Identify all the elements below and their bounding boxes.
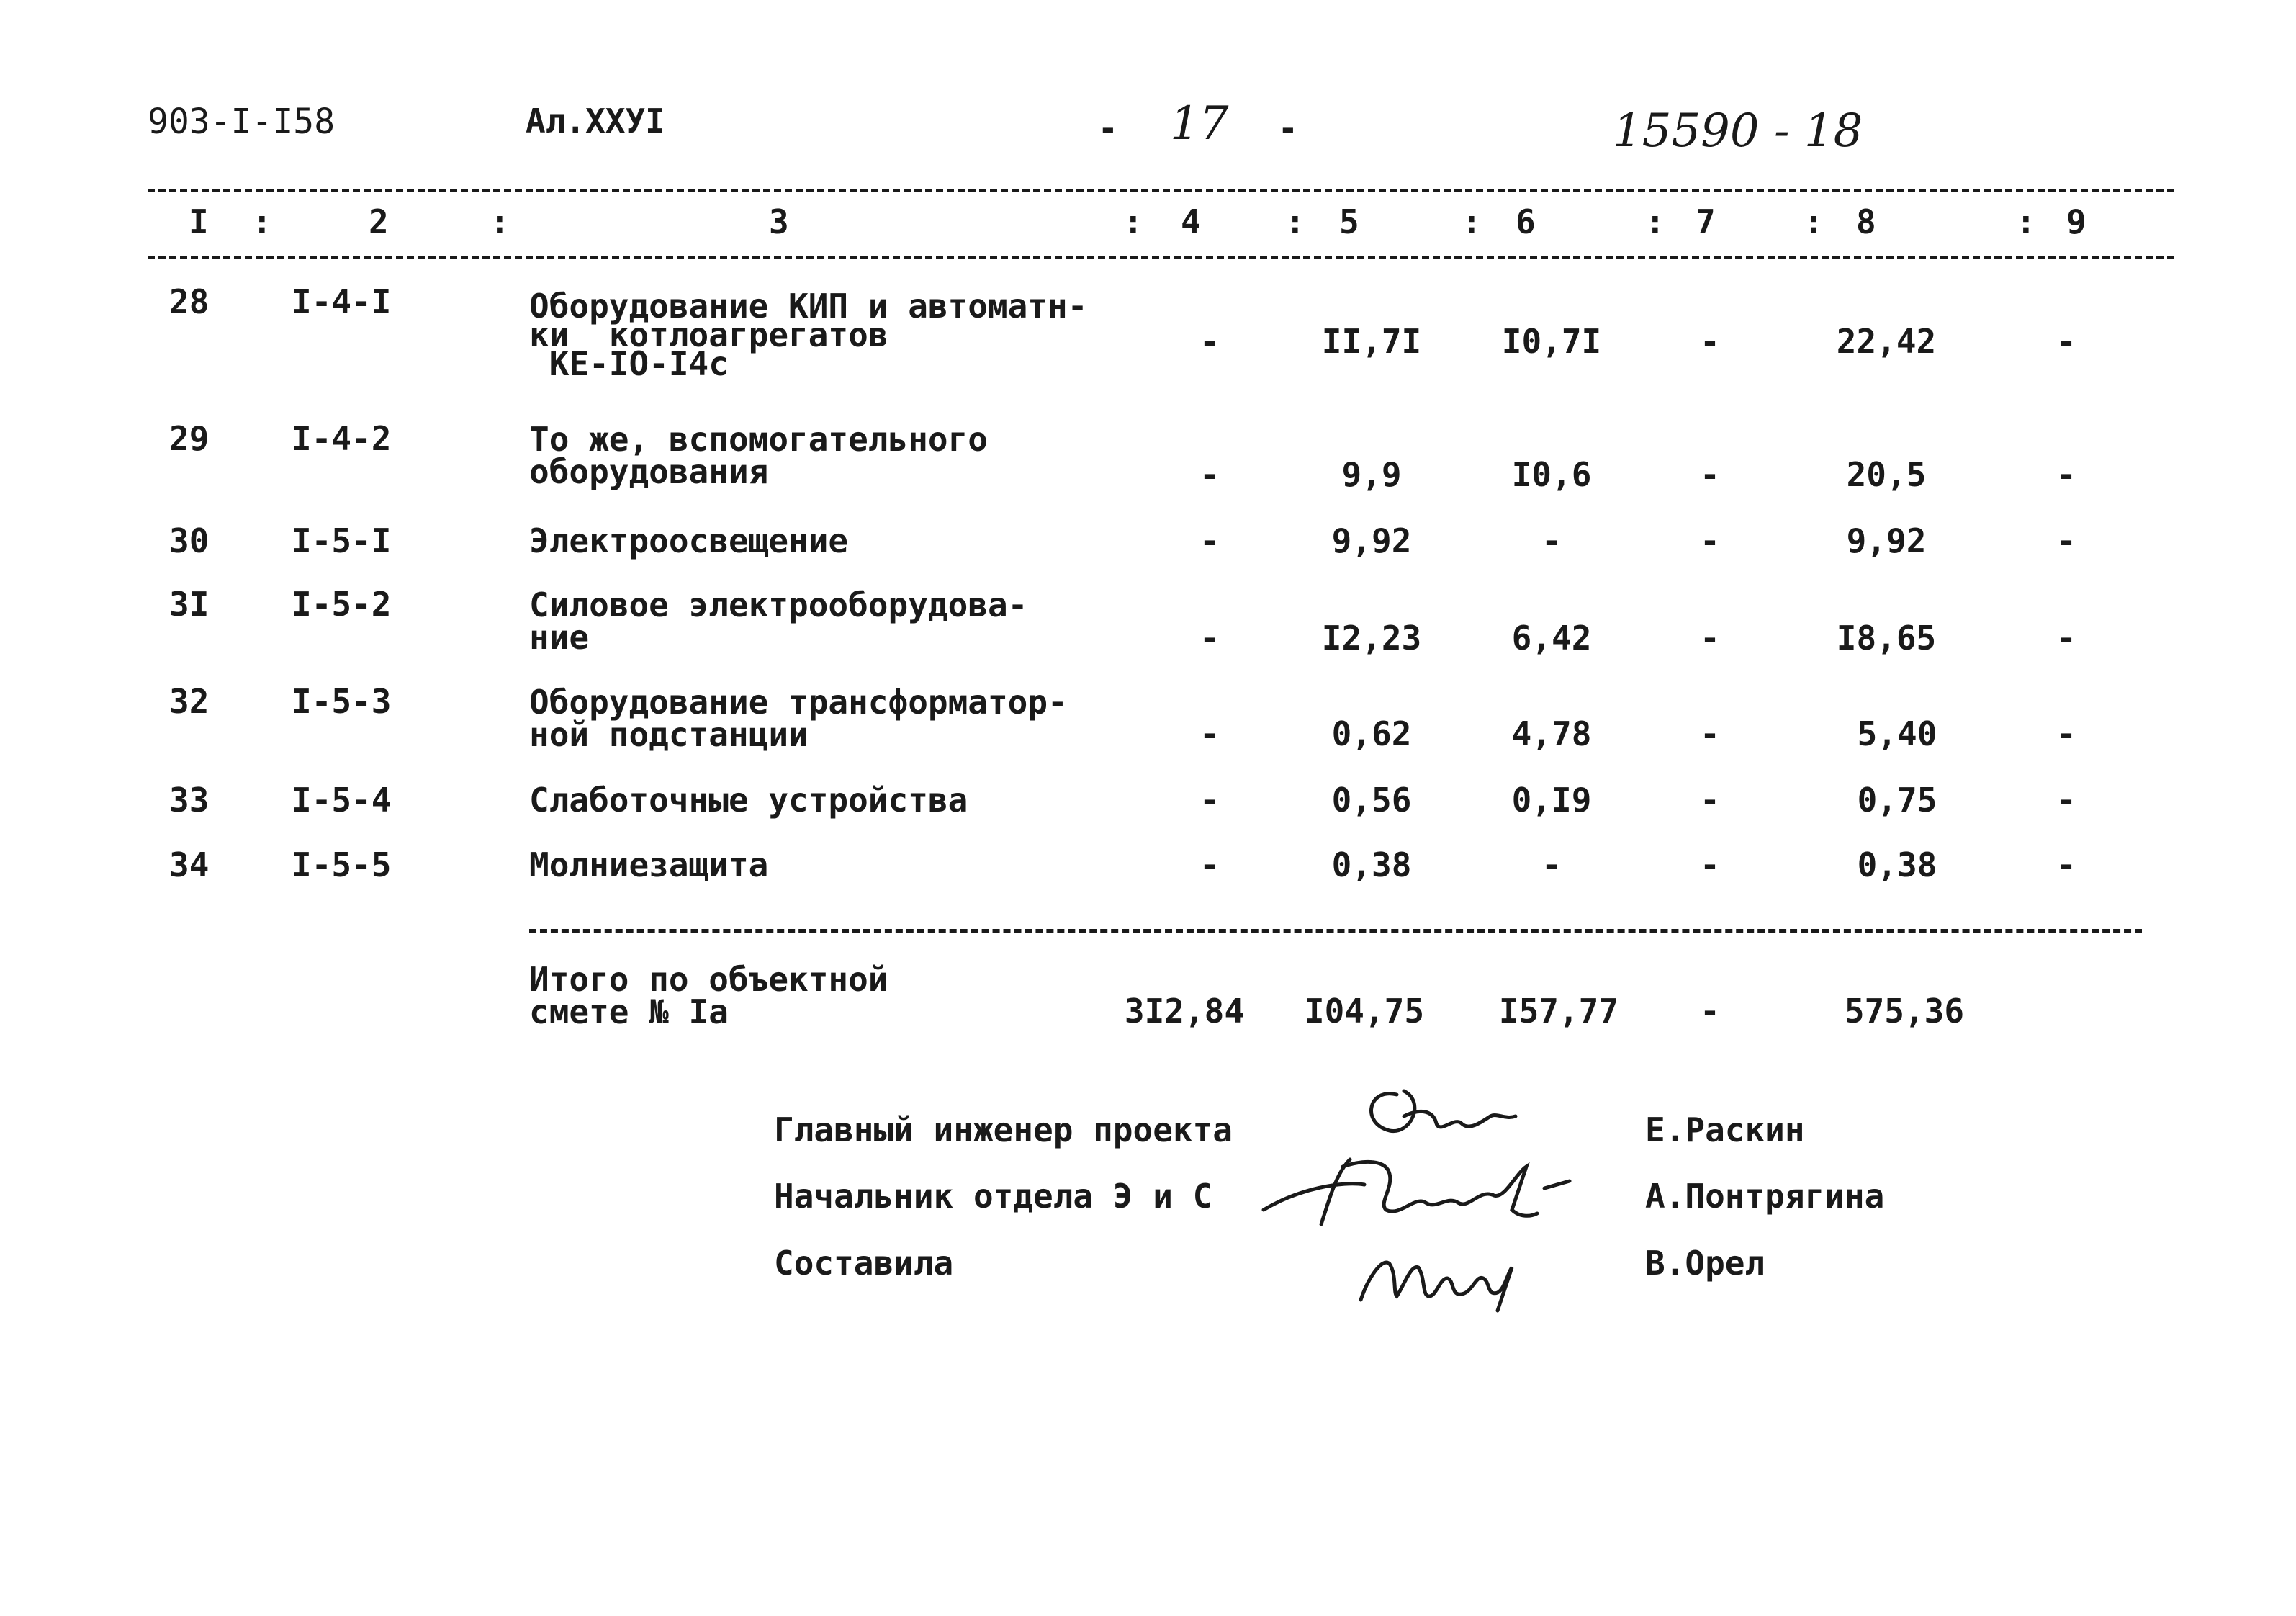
document-code: 903-I-I58: [148, 102, 336, 142]
cell-col8: 0,38: [1857, 845, 1937, 884]
total-col4: 3I2,84: [1124, 992, 1245, 1031]
total-label-line: Итого по объектной: [529, 960, 888, 999]
cell-col9: -: [2056, 619, 2076, 657]
row-code: I-4-2: [292, 419, 392, 458]
row-name-line: Электроосвещение: [529, 521, 849, 560]
row-code: I-4-I: [292, 282, 392, 321]
handwritten-signature: [1354, 1235, 1526, 1314]
row-code: I-5-3: [292, 682, 392, 721]
cell-col5: I2,23: [1321, 619, 1422, 657]
cell-col7: -: [1700, 521, 1720, 560]
row-name-line: Оборудование трансформатор-: [529, 683, 1068, 722]
cell-col6: 6,42: [1511, 619, 1592, 657]
column-separator: :: [1123, 202, 1143, 241]
cell-col4: -: [1199, 714, 1220, 753]
cell-col5: 0,62: [1331, 714, 1412, 753]
cell-col4: -: [1199, 619, 1220, 657]
total-col8: 575,36: [1844, 992, 1965, 1031]
signature-name: А.Понтрягина: [1645, 1177, 1885, 1216]
row-name-line: ние: [529, 618, 590, 657]
signature-role: Главный инженер проекта: [774, 1110, 1233, 1149]
cell-col7: -: [1700, 619, 1720, 657]
archive-number: 15590 - 18: [1613, 104, 1863, 158]
column-separator: :: [1804, 202, 1824, 241]
cell-col9: -: [2056, 521, 2076, 560]
cell-col8: I8,65: [1836, 619, 1937, 657]
total-col5: I04,75: [1304, 992, 1425, 1031]
row-name-line: То же, вспомогательного: [529, 420, 988, 459]
row-number: 30: [169, 521, 210, 560]
column-number-6: 6: [1516, 202, 1536, 241]
cell-col8: 5,40: [1857, 714, 1937, 753]
row-code: I-5-4: [292, 781, 392, 820]
row-number: 33: [169, 781, 210, 820]
column-separator: :: [1285, 202, 1305, 241]
signature-name: Е.Раскин: [1645, 1110, 1805, 1149]
column-number-9: 9: [2066, 202, 2086, 241]
cell-col6: I0,7I: [1501, 322, 1602, 361]
signature-name: В.Орел: [1645, 1244, 1765, 1283]
column-number-7: 7: [1696, 202, 1716, 241]
cell-col4: -: [1199, 845, 1220, 884]
column-separator: :: [2016, 202, 2036, 241]
cell-col7: -: [1700, 845, 1720, 884]
cell-col6: -: [1541, 521, 1562, 560]
row-code: I-5-5: [292, 845, 392, 884]
column-separator: :: [1462, 202, 1482, 241]
cell-col5: 9,9: [1341, 455, 1402, 494]
cell-col8: 20,5: [1846, 455, 1927, 494]
row-name-line: ки котлоагрегатов: [529, 315, 888, 354]
album-number: Ал.XXУI: [526, 102, 665, 140]
cell-col9: -: [2056, 781, 2076, 820]
cell-col8: 9,92: [1846, 521, 1927, 560]
cell-col7: -: [1700, 322, 1720, 361]
total-col6: I57,77: [1498, 992, 1619, 1031]
cell-col8: 22,42: [1836, 322, 1937, 361]
cell-col8: 0,75: [1857, 781, 1937, 820]
cell-col7: -: [1700, 781, 1720, 820]
page-dash-right: -: [1278, 109, 1298, 148]
cell-col5: 9,92: [1331, 521, 1412, 560]
column-separator: :: [1645, 202, 1665, 241]
column-number-5: 5: [1339, 202, 1359, 241]
cell-col5: II,7I: [1321, 322, 1422, 361]
row-name-line: Оборудование КИП и автоматн-: [529, 287, 1088, 326]
cell-col5: 0,56: [1331, 781, 1412, 820]
handwritten-signature: [1256, 1145, 1573, 1239]
column-number-1: I: [189, 202, 209, 241]
total-rule: [529, 929, 2142, 933]
row-number: 32: [169, 682, 210, 721]
row-name-line: Слаботочные устройства: [529, 781, 968, 820]
cell-col6: 4,78: [1511, 714, 1592, 753]
row-number: 28: [169, 282, 210, 321]
signature-role: Начальник отдела Э и С: [774, 1177, 1213, 1216]
total-col7: -: [1700, 992, 1720, 1031]
column-number-8: 8: [1856, 202, 1876, 241]
handwritten-signature: [1354, 1073, 1526, 1152]
column-separator: :: [252, 202, 272, 241]
cell-col9: -: [2056, 845, 2076, 884]
row-name-line: оборудования: [529, 452, 769, 491]
column-number-4: 4: [1181, 202, 1201, 241]
total-label-line: смете № Iа: [529, 992, 729, 1031]
column-separator: :: [490, 202, 510, 241]
cell-col6: I0,6: [1511, 455, 1592, 494]
row-number: 3I: [169, 585, 210, 624]
cell-col7: -: [1700, 455, 1720, 494]
cell-col9: -: [2056, 322, 2076, 361]
signature-role: Составила: [774, 1244, 954, 1283]
row-name-line: КЕ-IO-I4с: [529, 344, 729, 383]
page-dash-left: -: [1098, 109, 1118, 148]
row-number: 34: [169, 845, 210, 884]
row-name-line: Силовое электрооборудова-: [529, 585, 1028, 624]
cell-col6: -: [1541, 845, 1562, 884]
cell-col5: 0,38: [1331, 845, 1412, 884]
row-code: I-5-I: [292, 521, 392, 560]
row-number: 29: [169, 419, 210, 458]
cell-col4: -: [1199, 322, 1220, 361]
cell-col4: -: [1199, 781, 1220, 820]
cell-col6: 0,I9: [1511, 781, 1592, 820]
column-number-3: 3: [769, 202, 789, 241]
cell-col4: -: [1199, 455, 1220, 494]
row-code: I-5-2: [292, 585, 392, 624]
header-top-rule: [148, 189, 2174, 192]
header-bottom-rule: [148, 256, 2174, 259]
cell-col9: -: [2056, 455, 2076, 494]
page-number: 17: [1170, 97, 1229, 151]
cell-col7: -: [1700, 714, 1720, 753]
row-name-line: ной подстанции: [529, 715, 809, 754]
cell-col9: -: [2056, 714, 2076, 753]
cell-col4: -: [1199, 521, 1220, 560]
column-number-2: 2: [369, 202, 389, 241]
row-name-line: Молниезащита: [529, 845, 769, 884]
